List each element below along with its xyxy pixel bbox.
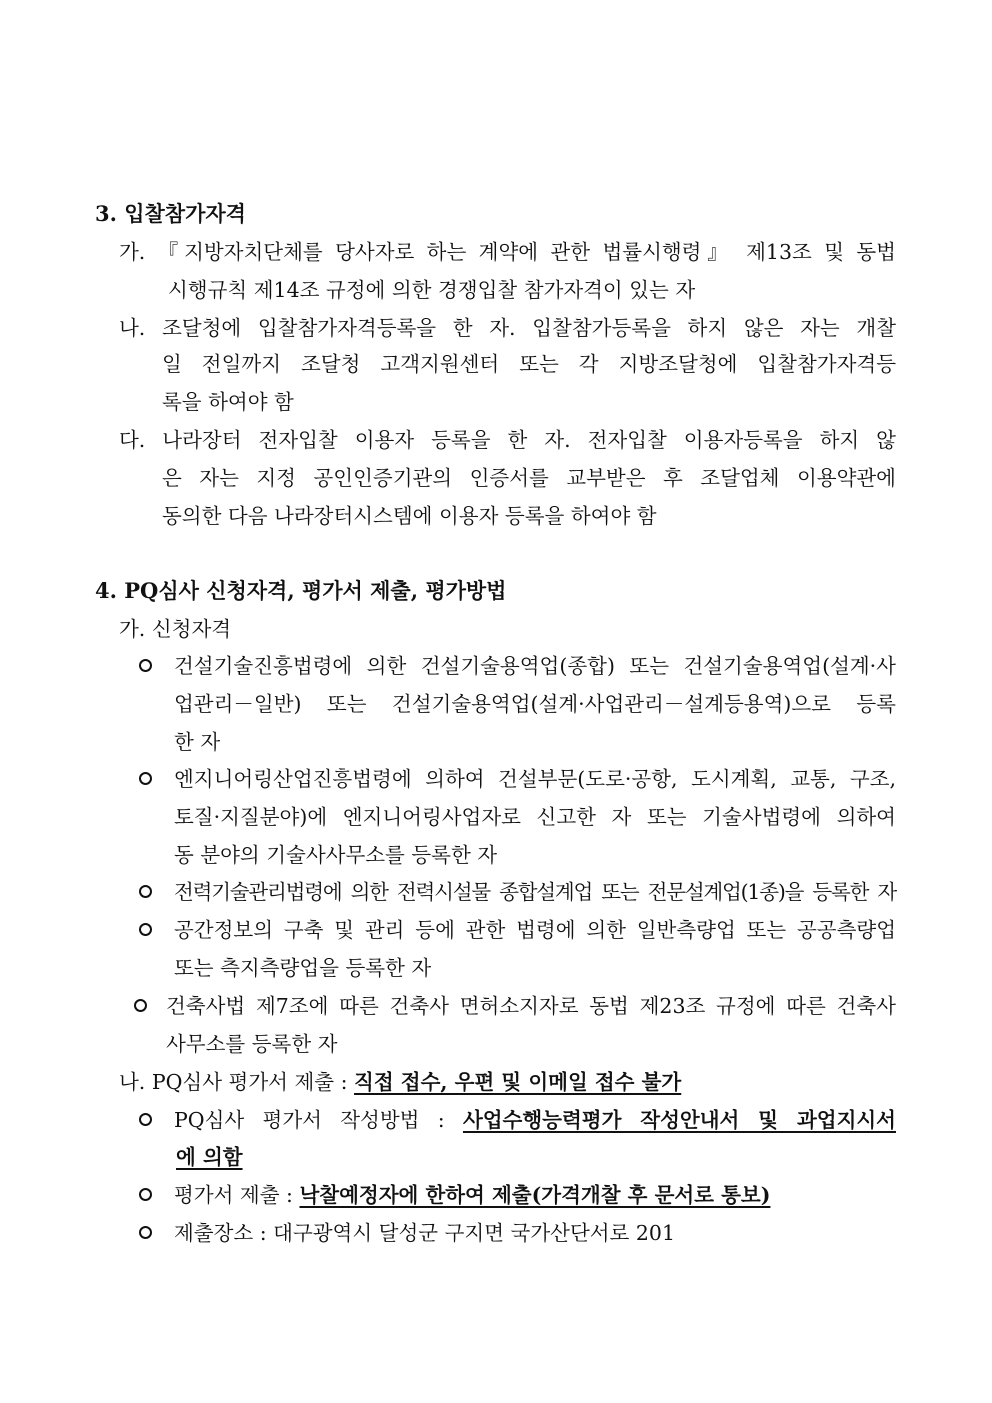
qualification-4-line-1: 공간정보의 구축 및 관리 등에 관한 법령에 의한 일반측량업 또는 공공측량업 bbox=[174, 918, 896, 942]
qualification-2-line-1: 엔지니어링산업진흥법령에 의하여 건설부문(도로·공항, 도시계획, 교통, 구조, bbox=[174, 767, 896, 791]
submission-1-emphasis: 사업수행능력평가 작성안내서 및 과업지시서 bbox=[462, 1108, 896, 1132]
circle-bullet-icon bbox=[139, 1188, 152, 1201]
circle-bullet-icon bbox=[139, 1113, 152, 1126]
section-3-item-da-line-2: 은 자는 지정 공인인증기관의 인증서를 교부받은 후 조달업체 이용약관에 bbox=[162, 466, 896, 490]
circle-bullet-icon bbox=[134, 999, 147, 1012]
sub-na-prefix: 나. PQ심사 평가서 제출 : bbox=[119, 1070, 355, 1094]
circle-bullet-icon bbox=[139, 923, 152, 936]
section-3-item-ga-line-1: 가. 『지방자치단체를 당사자로 하는 계약에 관한 법률시행령』 제13조 및 동법 bbox=[119, 240, 896, 264]
section-3-item-na-line-2: 일 전일까지 조달청 고객지원센터 또는 각 지방조달청에 입찰참가자격등 bbox=[162, 352, 896, 376]
submission-1-emphasis-cont: 에 의함 bbox=[176, 1145, 243, 1169]
section-4-sub-na bbox=[119, 1068, 681, 1096]
qualification-2-line-2: 토질·지질분야)에 엔지니어링사업자로 신고한 자 또는 기술사법령에 의하여 bbox=[174, 805, 896, 829]
circle-bullet-icon bbox=[139, 1226, 152, 1239]
qualification-5-line-2: 사무소를 등록한 자 bbox=[166, 1032, 338, 1056]
submission-1-line-2 bbox=[176, 1143, 243, 1171]
qualification-2-line-3: 동 분야의 기술사사무소를 등록한 자 bbox=[174, 843, 498, 867]
qualification-3-line-1: 전력기술관리법령에 의한 전력시설물 종합설계업 또는 전문설계업(1종)을 등록한 자 bbox=[174, 880, 896, 904]
section-3-item-da-line-3: 동의한 다음 나라장터시스템에 이용자 등록을 하여야 함 bbox=[162, 504, 657, 528]
circle-bullet-icon bbox=[139, 772, 152, 785]
qualification-4-line-2: 또는 측지측량업을 등록한 자 bbox=[174, 956, 432, 980]
qualification-1-line-3: 한 자 bbox=[174, 730, 221, 754]
section-3-item-da-line-1: 다. 나라장터 전자입찰 이용자 등록을 한 자. 전자입찰 이용자등록을 하지 않 bbox=[119, 428, 896, 452]
section-3-item-na-line-1: 나. 조달청에 입찰참가자격등록을 한 자. 입찰참가등록을 하지 않은 자는 개찰 bbox=[119, 316, 896, 340]
circle-bullet-icon bbox=[139, 885, 152, 898]
sub-na-emphasis: 직접 접수, 우편 및 이메일 접수 불가 bbox=[354, 1070, 682, 1094]
section-3-heading: 3. 입찰참가자격 bbox=[95, 201, 246, 226]
section-4-sub-ga-title: 가. 신청자격 bbox=[119, 617, 232, 641]
section-3-item-ga-line-2: 시행규칙 제14조 규정에 의한 경쟁입찰 참가자격이 있는 자 bbox=[168, 278, 696, 302]
submission-2-line-1 bbox=[174, 1181, 770, 1209]
submission-2-prefix: 평가서 제출 : bbox=[174, 1183, 300, 1207]
section-4-heading: 4. PQ심사 신청자격, 평가서 제출, 평가방법 bbox=[95, 578, 507, 603]
qualification-5-line-1: 건축사법 제7조에 따른 건축사 면허소지자로 동법 제23조 규정에 따른 건축사 bbox=[166, 994, 896, 1018]
submission-2-emphasis: 낙찰예정자에 한하여 제출(가격개찰 후 문서로 통보) bbox=[299, 1183, 771, 1207]
submission-1-line-1 bbox=[174, 1106, 896, 1134]
qualification-1-line-1: 건설기술진흥법령에 의한 건설기술용역업(종합) 또는 건설기술용역업(설계·사 bbox=[174, 654, 896, 678]
qualification-1-line-2: 업관리－일반) 또는 건설기술용역업(설계·사업관리－설계등용역)으로 등록 bbox=[174, 692, 896, 716]
submission-1-prefix: PQ심사 평가서 작성방법 : bbox=[174, 1108, 463, 1132]
submission-location: 제출장소 : 대구광역시 달성군 구지면 국가산단서로 201 bbox=[174, 1221, 675, 1245]
section-3-item-na-line-3: 록을 하여야 함 bbox=[162, 390, 294, 414]
circle-bullet-icon bbox=[139, 659, 152, 672]
